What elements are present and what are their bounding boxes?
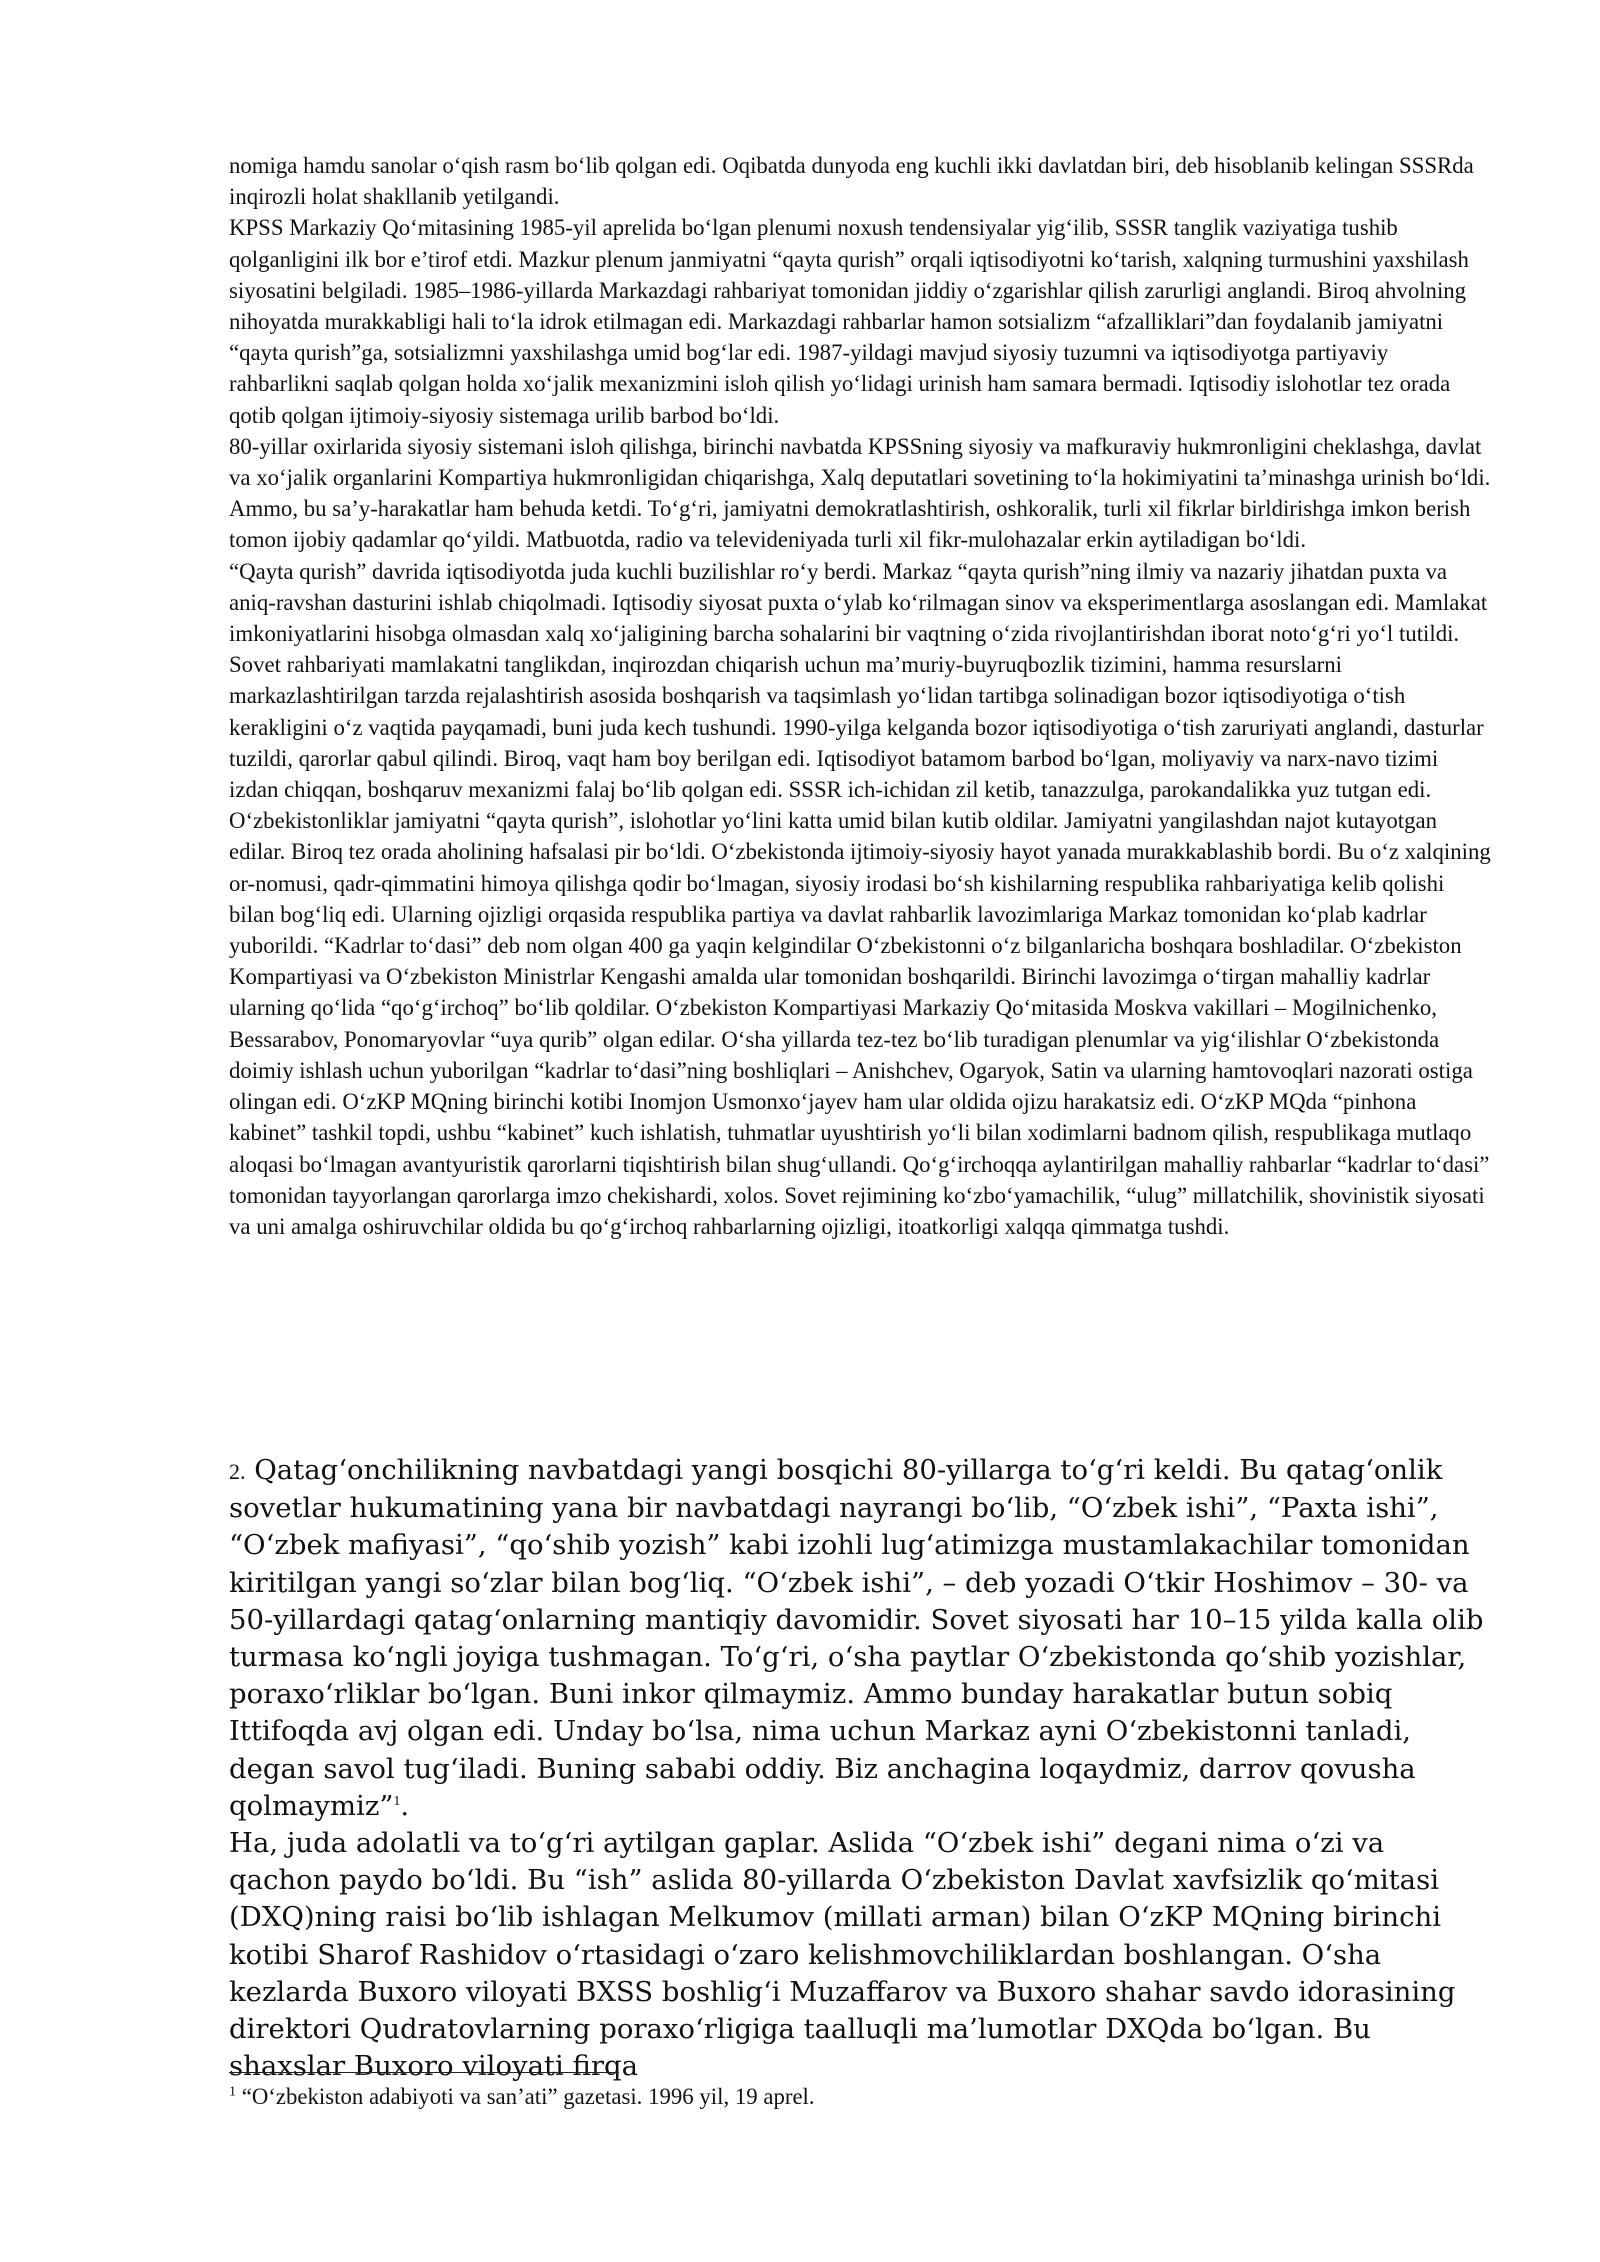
paragraph: KPSS Markaziy Qo‘mitasining 1985-yil aprelida bo‘lgan plenumi noxush tendensiyalar yig‘ilib, SSSR tanglik vaziyatiga tushib qolganligini ilk bor e’tirof etdi. Mazkur plenum janmiyatni “qayta qurish” orqali iqtisodiyotni ko‘tarish, xalqning turmushini yaxshilash siyosatini belgiladi. 1985–1986-yillarda Markazdagi rahbariyat tomonidan jiddiy o‘zgarishlar qilish zarurligi anglandi. Biroq ahvolning nihoyatda murakkabligi hali to‘la idrok etilmagan edi. Markazdagi rahbarlar hamon sotsializm “afzalliklari”dan foydalanib jamiyatni “qayta qurish”ga, sotsializmni yaxshilashga umid bog‘lar edi. 1987-yildagi mavjud siyosiy tuzumni va iqtisodiyotga partiyaviy rahbarlikni saqlab qolgan holda xo‘jalik mexanizmini isloh qilish yo‘lidagi urinish ham samara bermadi. Iqtisodiy islohotlar tez orada qotib qolgan ijtimoiy-siyosiy sistemaga urilib barbod bo‘ldi.: [229, 215, 1469, 428]
paragraph: O‘zbekistonliklar jamiyatni “qayta qurish”, islohotlar yo‘lini katta umid bilan kutib oldilar. Jamiyatni yangilashdan najot kutayotgan edilar. Biroq tez orada aholining hafsalasi pir bo‘ldi. O‘zbekistonda ijtimoiy-siyosiy hayot yanada murakkablashib bordi. Bu o‘z xalqining or-nomusi, qadr-qimmatini himoya qilishga qodir bo‘lmagan, siyosiy irodasi bo‘sh kishilarning respublika rahbariyatiga kelib qolishi bilan bog‘liq edi. Ularning ojizligi orqasida respublika partiya va davlat rahbarlik lavozimlariga Markaz tomonidan ko‘plab kadrlar yuborildi. “Kadrlar to‘dasi” deb nom olgan 400 ga yaqin kelgindilar O‘zbekistonni o‘z bilganlaricha boshqara boshladilar. O‘zbekiston Kompartiyasi va O‘zbekiston Ministrlar Kengashi amalda ular tomonidan boshqarildi. Birinchi lavozimga o‘tirgan mahalliy kadrlar ularning qo‘lida “qo‘g‘irchoq” bo‘lib qoldilar. O‘zbekiston Kompartiyasi Markaziy Qo‘mitasida Moskva vakillari – Mogilnichenko, Bessarabov, Ponomaryovlar “uya qurib” olgan edilar. O‘sha yillarda tez-tez bo‘lib turadigan plenumlar va yig‘ilishlar O‘zbekistonda doimiy ishlash uchun yuborilgan “kadrlar to‘dasi”ning boshliqlari – Anishchev, Ogaryok, Satin va ularning hamtovoqlari nazorati ostiga olingan edi. O‘zKP MQning birinchi kotibi Inomjon Usmonxo‘jayev ham ular oldida ojizu harakatsiz edi. O‘zKP MQda “pinhona kabinet” tashkil topdi, ushbu “kabinet” kuch ishlatish, tuhmatlar uyushtirish yo‘li bilan xodimlarni badnom qilish, respublikaga mutlaqo aloqasi bo‘lmagan avantyuristik qarorlarni tiqishtirish bilan shug‘ullandi. Qo‘g‘irchoqqa aylantirilgan mahalliy rahbarlar “kadrlar to‘dasi” tomonidan tayyorlangan qarorlarga imzo chekishardi, xolos. Sovet rejimining ko‘zbo‘yamachilik, “ulug” millatchilik, shovinistik siyosati va uni amalga oshiruvchilar oldida bu qo‘g‘irchoq rahbarlarning ojizligi, itoatkorligi xalqqa qimmatga tushdi.: [229, 808, 1491, 1239]
paragraph: 80-yillar oxirlarida siyosiy sistemani isloh qilishga, birinchi navbatda KPSSning siyosiy va mafkuraviy hukmronligini cheklashga, davlat va xo‘jalik organlarini Kompartiya hukmronligidan chiqarishga, Xalq deputatlari sovetining to‘la hokimiyatini ta’minashga urinish bo‘ldi. Ammo, bu sa’y-harakatlar ham behuda ketdi. To‘g‘ri, jamiyatni demokratlashtirish, oshkoralik, turli xil fikrlar birldirishga imkon berish tomon ijobiy qadamlar qo‘yildi. Matbuotda, radio va televideniyada turli xil fikr-mulohazalar erkin aytiladigan bo‘ldi.: [229, 433, 1491, 553]
footnote-divider: [229, 2072, 619, 2073]
footnote-text: “O‘zbekiston adabiyoti va san’ati” gazetasi. 1996 yil, 19 aprel.: [236, 2084, 815, 2109]
paragraph: Sovet rahbariyati mamlakatni tanglikdan, inqirozdan chiqarish uchun ma’muriy-buyruqbozlik tizimini, hamma resurslarni markazlashtirilgan tarzda rejalashtirish asosida boshqarish va taqsimlash yo‘lidan tartibga solinadigan bozor iqtisodiyotiga o‘tish kerakligini o‘z vaqtida payqamadi, buni juda kech tushundi. 1990-yilga kelganda bozor iqtisodiyotiga o‘tish zaruriyati anglandi, dasturlar tuzildi, qarorlar qabul qilindi. Biroq, vaqt ham boy berilgan edi. Iqtisodiyot batamom barbod bo‘lgan, moliyaviy va narx-navo tizimi izdan chiqqan, boshqaruv mexanizmi falaj bo‘lib qolgan edi. SSSR ich-ichidan zil ketib, tanazzulga, parokandalikka yuz tutgan edi.: [229, 652, 1484, 803]
section-number: 2.: [229, 1459, 246, 1484]
footnote-marker: 1: [229, 2084, 236, 2100]
section-2-paragraph: [229, 1452, 1491, 1825]
paragraph: “Qayta qurish” davrida iqtisodiyotda juda kuchli buzilishlar ro‘y berdi. Markaz “qayta qurish”ning ilmiy va nazariy jihatdan puxta va aniq-ravshan dasturini ishlab chiqolmadi. Iqtisodiy siyosat puxta o‘ylab ko‘rilmagan sinov va eksperimentlarga asoslangan edi. Mamlakat imkoniyatlarini hisobga olmasdan xalq xo‘jaligining barcha sohalarini bir vaqtning o‘zida rivojlantirishdan iborat noto‘g‘ri yo‘l tutildi.: [229, 558, 1488, 647]
footnote: [229, 2082, 1491, 2112]
body-text-large: [229, 1452, 1491, 2085]
paragraph: nomiga hamdu sanolar o‘qish rasm bo‘lib qolgan edi. Oqibatda dunyoda eng kuchli ikki davlatdan biri, deb hisoblanib kelingan SSSRda inqirozli holat shakllanib yetilgandi.: [229, 153, 1474, 210]
body-text-small: [229, 150, 1491, 1242]
section-2-text: Qatag‘onchilikning navbatdagi yangi bosqichi 80-yillarga to‘g‘ri keldi. Bu qatag‘onlik sovetlar hukumatining yana bir navbatdagi nayrangi bo‘lib, “O‘zbek ishi”, “Paxta ishi”, “O‘zbek mafiyasi”, “qo‘shib yozish” kabi izohli lug‘atimizga mustamlakachilar tomonidan kiritilgan yangi so‘zlar bilan bog‘liq. “O‘zbek ishi”, – deb yozadi O‘tkir Hoshimov – 30- va 50-yillardagi qatag‘onlarning mantiqiy davomidir. Sovet siyosati har 10–15 yilda kalla olib turmasa ko‘ngli joyiga tushmagan. To‘g‘ri, o‘sha paytlar O‘zbekistonda qo‘shib yozishlar, poraxo‘rliklar bo‘lgan. Buni inkor qilmaymiz. Ammo bunday harakatlar butun sobiq Ittifoqda avj olgan edi. Unday bo‘lsa, nima uchun Markaz ayni O‘zbekistonni tanladi, degan savol tug‘iladi. Buning sababi oddiy. Biz anchagina loqaydmiz, darrov qovusha qolmaymiz”: [229, 1454, 1484, 1822]
paragraph: Ha, juda adolatli va to‘g‘ri aytilgan gaplar. Aslida “O‘zbek ishi” degani nima o‘zi va qachon paydo bo‘ldi. Bu “ish” aslida 80-yillarda O‘zbekiston Davlat xavfsizlik qo‘mitasi (DXQ)ning raisi bo‘lib ishlagan Melkumov (millati arman) bilan O‘zKP MQning birinchi kotibi Sharof Rashidov o‘rtasidagi o‘zaro kelishmovchiliklardan boshlangan. O‘sha kezlarda Buxoro viloyati BXSS boshlig‘i Muzaffarov va Buxoro shahar savdo idorasining direktori Qudratovlarning poraxo‘rligiga taalluqli ma’lumotlar DXQda bo‘lgan. Bu shaxslar Buxoro viloyati firqa: [229, 1827, 1456, 2083]
footnote-reference[interactable]: 1: [393, 1793, 401, 1809]
section-2-end: .: [400, 1789, 410, 1822]
